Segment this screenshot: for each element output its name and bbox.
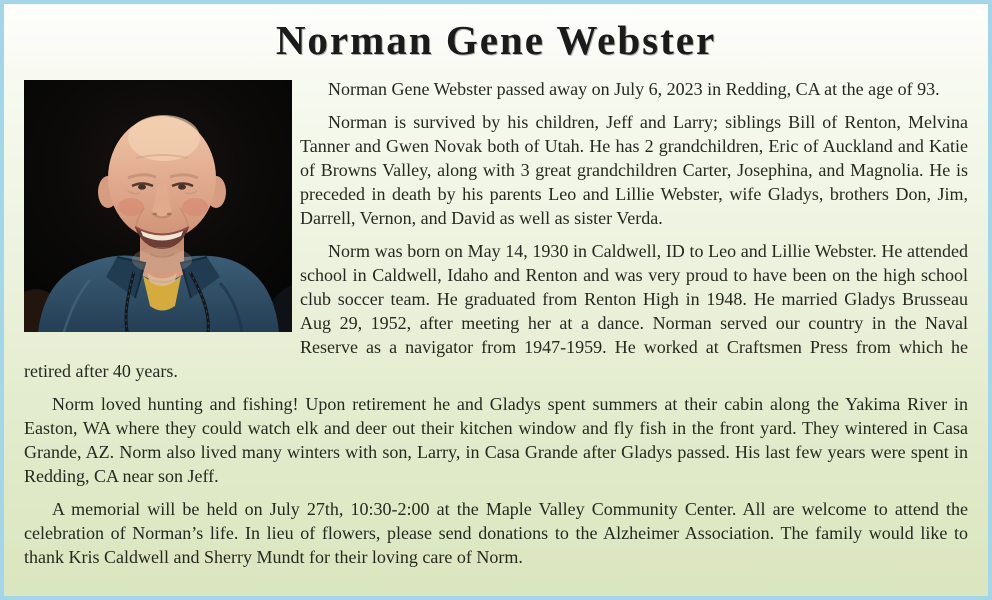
obituary-paragraph-5: A memorial will be held on July 27th, 10:30-2:00 at the Maple Valley Community Center. All are welcome to attend the celebration of Norman’s life. In lieu of flowers, please send donations to the Alzheimer Association. The family would like to thank Kris Caldwell and Sherry Mundt for their loving care of Norm. xyxy=(24,498,968,567)
obituary-paragraph-4: Norm loved hunting and fishing! Upon retirement he and Gladys spent summers at their cabin along the Yakima River in Easton, WA where they could watch elk and deer out their kitchen window and fly fish in the front yard. They wintered in Casa Grande, AZ. Norm also lived many winters with son, Larry, in Casa Grande after Gladys passed. His last few years were spent in Redding, CA near son Jeff. xyxy=(24,393,968,486)
obituary-paragraph-1: Norman Gene Webster passed away on July 6, 2023 in Redding, CA at the age of 93. xyxy=(328,78,940,99)
obituary-paragraph-2: Norman is survived by his children, Jeff and Larry; siblings Bill of Renton, Melvina Tanner and Gwen Novak both of Utah. He has 2 grandchildren, Eric of Auckland and Katie of Browns Valley, along with 3 great grandchildren Carter, Josephina, and Magnolia. He is preceded in death by his parents Leo and Lillie Webster, wife Gladys, brothers Don, Jim, Darrell, Vernon, and David as well as sister Verda. xyxy=(300,111,968,228)
portrait-photo-graphic xyxy=(24,80,292,332)
obituary-paragraph-3: Norm was born on May 14, 1930 in Caldwell, ID to Leo and Lillie Webster. He attended school in Caldwell, Idaho and Renton and was very proud to have been on the high school club soccer team. He graduated from Renton High in 1948. He married Gladys Brusseau Aug 29, 1952, after meeting her at a dance. Norman served our country in the Naval Reserve as a navigator from 1947-1959. He worked at Craftsmen Press from which he retired after 40 years. xyxy=(24,240,968,381)
obituary-content xyxy=(4,4,988,569)
page-title: Norman Gene Webster xyxy=(275,17,717,63)
portrait-photo xyxy=(24,80,292,332)
obituary-article xyxy=(24,77,968,569)
